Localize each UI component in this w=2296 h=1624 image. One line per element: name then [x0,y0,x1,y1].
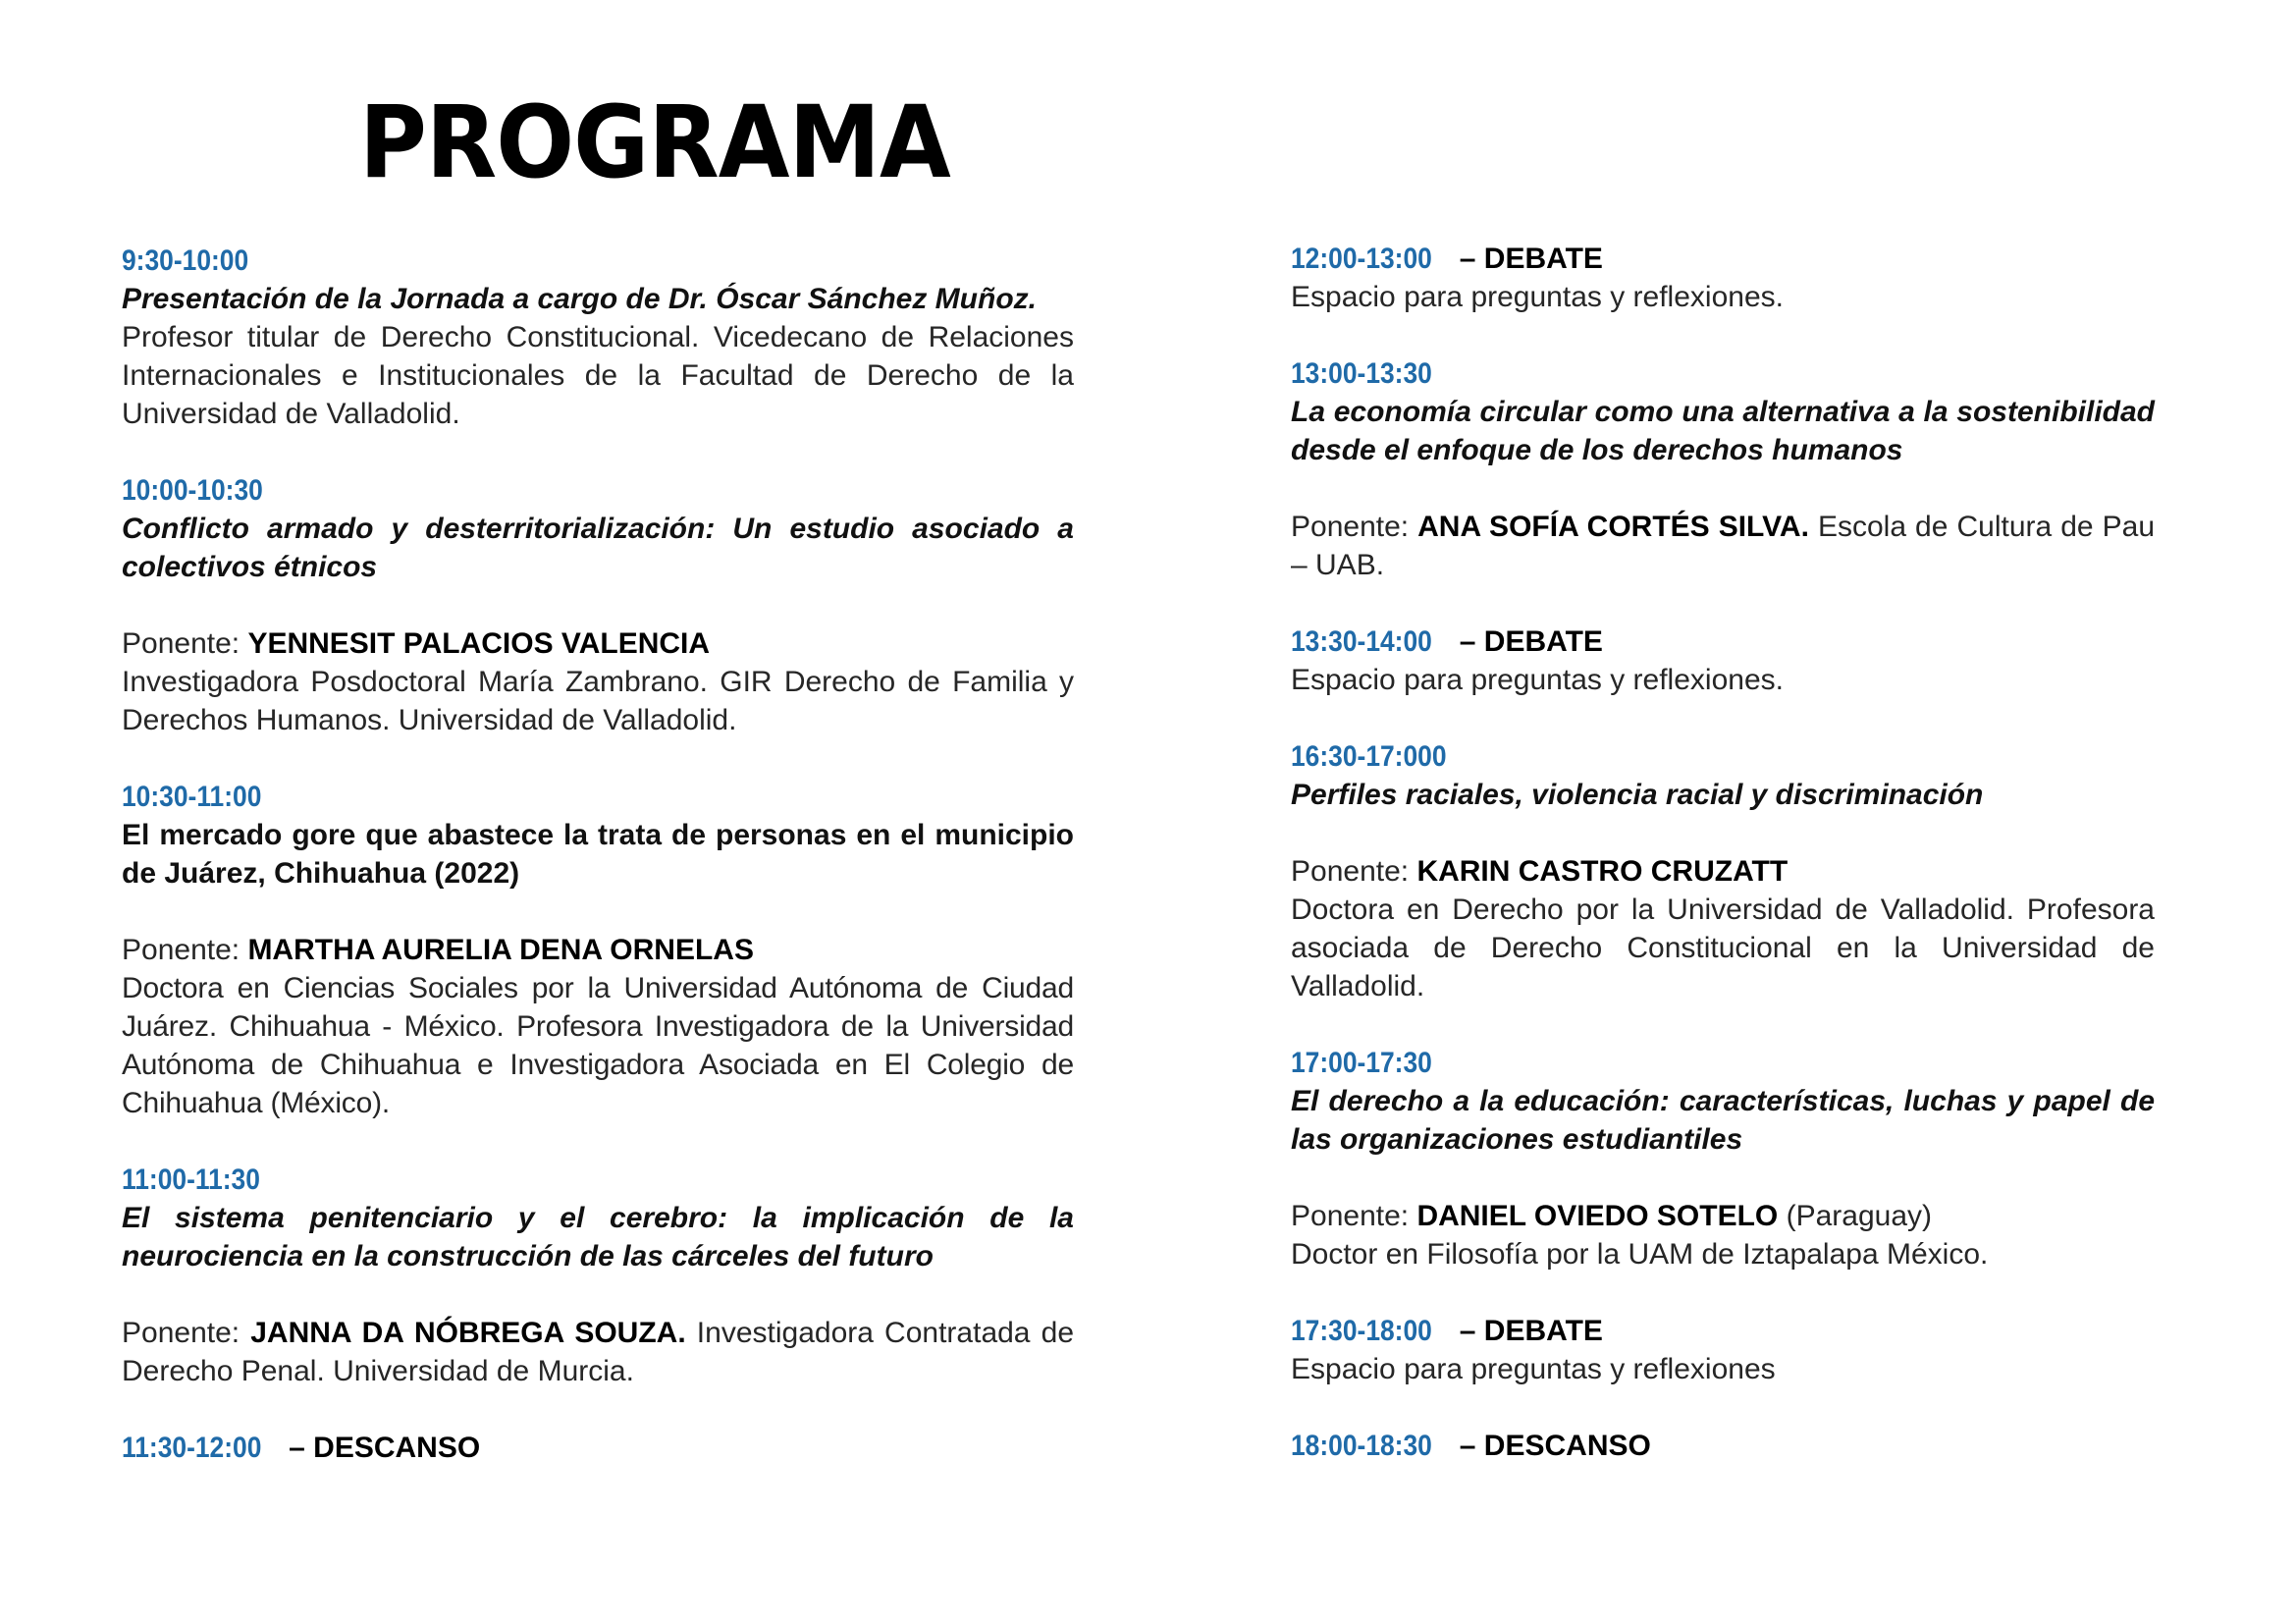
entry-time: 11:00-11:30 [122,1164,260,1196]
speaker-prefix: Ponente: [122,627,248,660]
entry-time: 16:30-17:000 [1291,740,1447,773]
speaker-prefix: Ponente: [1291,1200,1417,1232]
entry-description: Doctora en Ciencias Sociales por la Universidad Autónoma de Ciudad Juárez. Chihuahua - México. Profesora Investigadora de la Universidad Autónoma de Chihuahua e Investigadora Asociada en El Colegio de Chihuahua (México). [122,972,1074,1119]
entry-time: 17:00-17:30 [1291,1047,1432,1079]
speaker-affiliation: Escola de Cultura de Pau – UAB. [1291,511,2155,581]
program-entry [1291,1312,2155,1388]
program-entry [1291,240,2155,316]
entry-title: El derecho a la educación: características, luchas y papel de las organizaciones estudiantiles [1291,1085,2155,1156]
entry-title: Conflicto armado y desterritorialización: Un estudio asociado a colectivos étnicos [122,513,1074,583]
speaker-name: JANNA DA NÓBREGA SOUZA. [250,1317,686,1349]
entry-time: 9:30-10:00 [122,244,249,277]
entry-tag: – DESCANSO [1451,1430,1651,1462]
program-entry [1291,1044,2155,1273]
entry-title: Presentación de la Jornada a cargo de Dr. Óscar Sánchez Muñoz. [122,283,1037,315]
entry-time: 17:30-18:00 [1291,1315,1432,1347]
program-entry [1291,1427,2155,1465]
entry-tag: – DEBATE [1451,625,1603,658]
program-entry [122,1429,1074,1467]
entry-speaker [1291,508,2155,584]
speaker-name: MARTHA AURELIA DENA ORNELAS [247,934,754,966]
page-title: PROGRAMA [359,85,950,202]
entry-description: Profesor titular de Derecho Constitucional. Vicedecano de Relaciones Internacionales e Institucionales de la Facultad de Derecho de la Universidad de Valladolid. [122,321,1074,430]
entry-description: Investigadora Posdoctoral María Zambrano. GIR Derecho de Familia y Derechos Humanos. Universidad de Valladolid. [122,666,1074,736]
entry-tag: – DESCANSO [280,1432,481,1464]
program-entry [1291,623,2155,699]
entry-speaker [1291,1197,2155,1235]
entry-time: 10:30-11:00 [122,781,262,813]
speaker-prefix: Ponente: [1291,855,1417,888]
entry-title: El sistema penitenciario y el cerebro: la implicación de la neurociencia en la construcción de las cárceles del futuro [122,1202,1074,1272]
entry-speaker [1291,852,2155,891]
program-entry [122,242,1074,433]
entry-tag: – DEBATE [1451,243,1603,275]
entry-title: El mercado gore que abastece la trata de personas en el municipio de Juárez, Chihuahua (2022) [122,819,1074,890]
entry-speaker [122,624,1074,663]
entry-time: 10:00-10:30 [122,474,263,507]
speaker-name: ANA SOFÍA CORTÉS SILVA. [1417,511,1809,543]
entry-time: 11:30-12:00 [122,1432,262,1464]
program-entry [122,471,1074,739]
entry-description: Espacio para preguntas y reflexiones [1291,1353,1776,1385]
entry-title: Perfiles raciales, violencia racial y discriminación [1291,779,1984,811]
speaker-prefix: Ponente: [122,1317,251,1349]
entry-time: 12:00-13:00 [1291,243,1432,275]
entry-description: Espacio para preguntas y reflexiones. [1291,664,1784,696]
speaker-prefix: Ponente: [1291,511,1418,543]
speaker-prefix: Ponente: [122,934,248,966]
entry-time: 18:00-18:30 [1291,1430,1432,1462]
entry-speaker [122,931,1074,969]
speaker-country: (Paraguay) [1778,1200,1933,1232]
speaker-name: YENNESIT PALACIOS VALENCIA [247,627,711,660]
program-entry [122,778,1074,1122]
entry-title: La economía circular como una alternativa a la sostenibilidad desde el enfoque de los derechos humanos [1291,396,2155,466]
entry-time: 13:00-13:30 [1291,357,1432,390]
entry-description: Espacio para preguntas y reflexiones. [1291,281,1784,313]
entry-time: 13:30-14:00 [1291,625,1432,658]
speaker-name: KARIN CASTRO CRUZATT [1416,855,1789,888]
program-column-left [122,242,1074,1505]
entry-description: Doctora en Derecho por la Universidad de Valladolid. Profesora asociada de Derecho Constitucional en la Universidad de Valladolid. [1291,893,2155,1002]
program-entry [1291,737,2155,1005]
entry-tag: – DEBATE [1451,1315,1603,1347]
speaker-affiliation: Investigadora Contratada de Derecho Penal. Universidad de Murcia. [122,1317,1074,1387]
entry-description: Doctor en Filosofía por la UAM de Iztapalapa México. [1291,1238,1989,1271]
program-entry [1291,354,2155,584]
speaker-name: DANIEL OVIEDO SOTELO [1416,1200,1779,1232]
program-column-right [1291,240,2155,1503]
program-entry [122,1161,1074,1390]
entry-speaker [122,1314,1074,1390]
